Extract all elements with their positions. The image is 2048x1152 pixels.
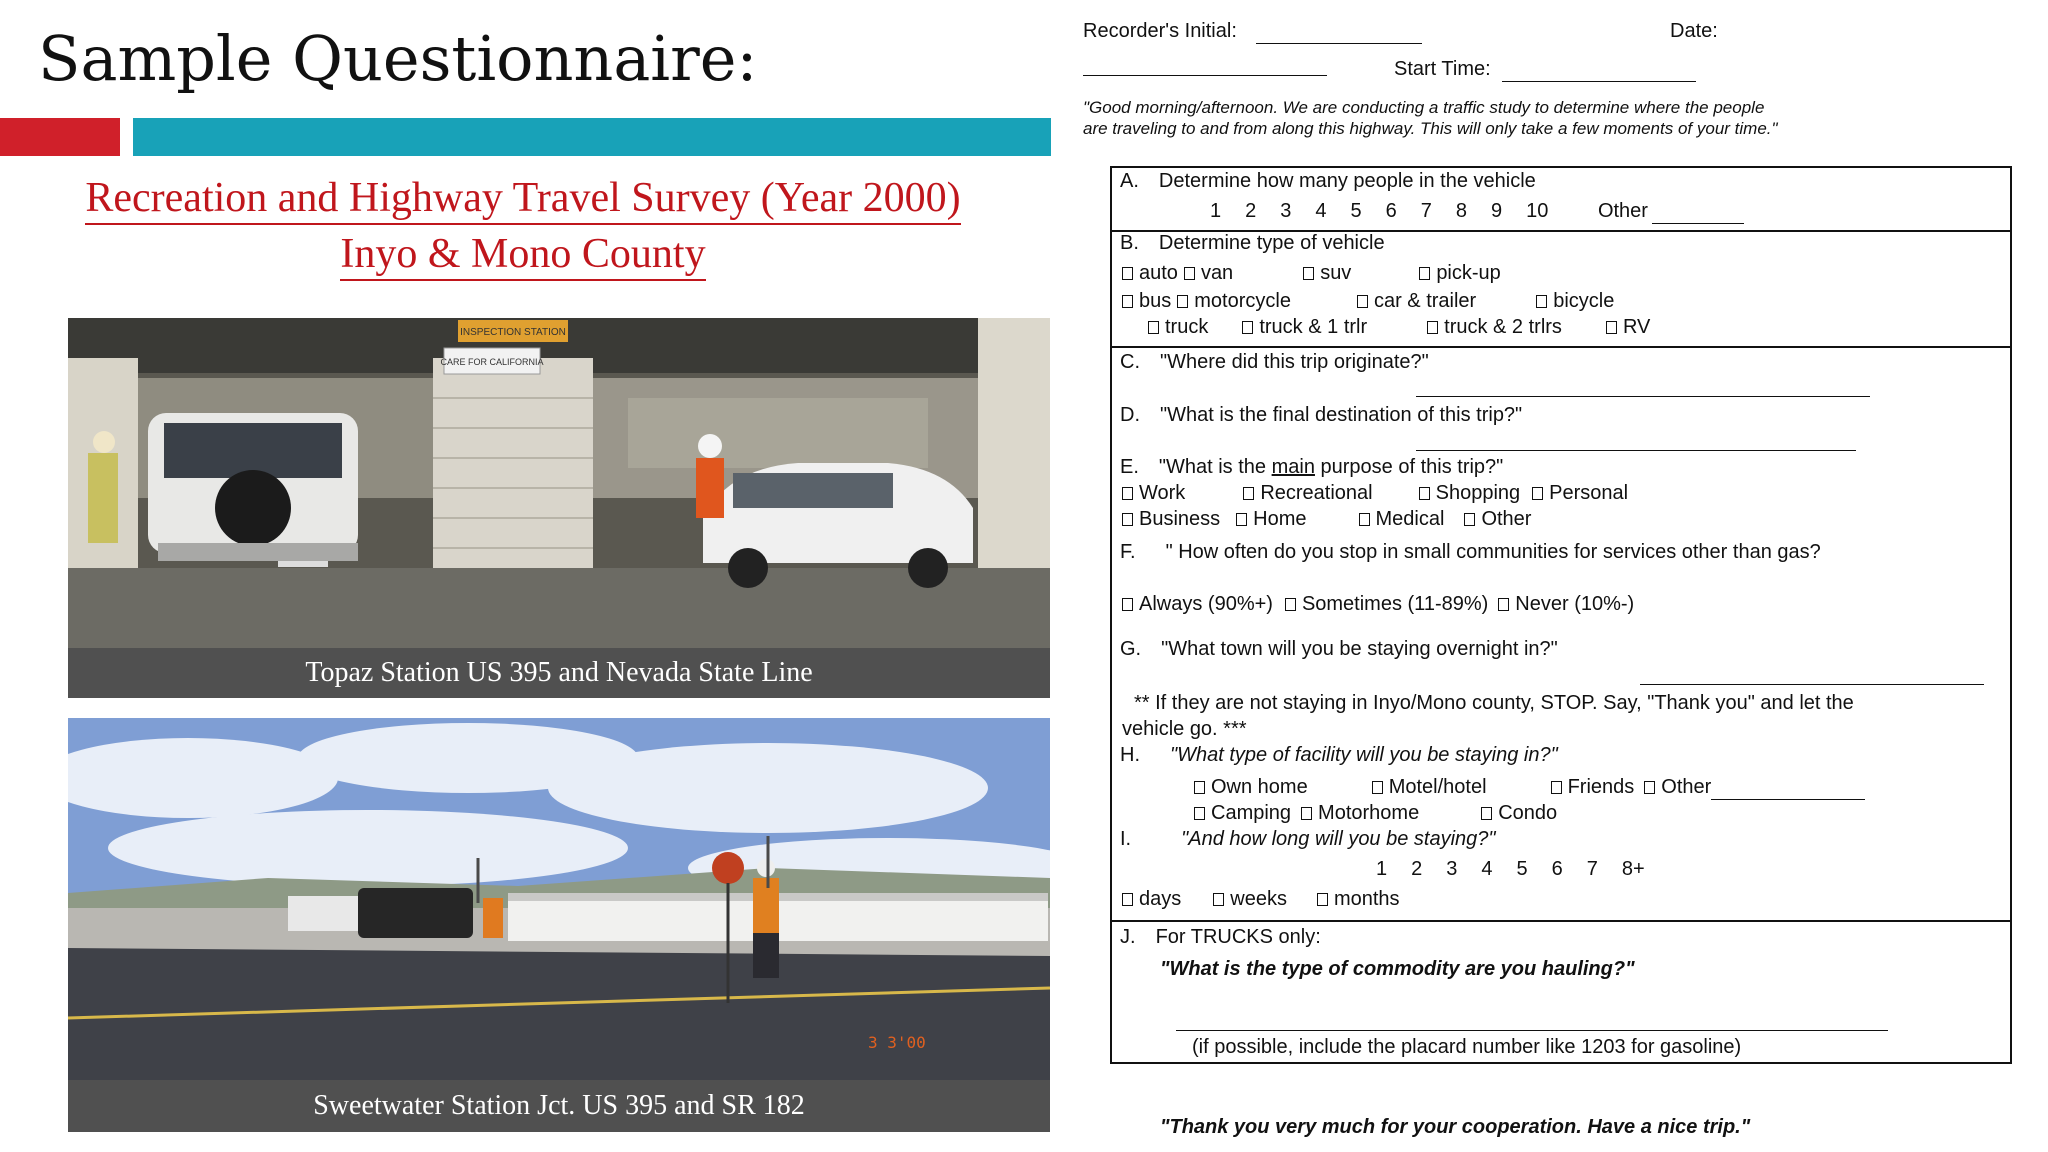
question-b: B. Determine type of vehicle (1120, 232, 1385, 254)
checkbox-own-home[interactable]: Own home (1194, 776, 1308, 798)
question-g-note-line2: vehicle go. *** (1122, 718, 1247, 740)
photo-caption-topaz: Topaz Station US 395 and Nevada State Line (68, 648, 1050, 698)
question-g: G. "What town will you be staying overnight in?" (1120, 638, 1558, 660)
question-j: J. For TRUCKS only: (1120, 926, 1321, 948)
intro-line-2: are traveling to and from along this highway. This will only take a few moments of your time." (1083, 119, 1778, 138)
checkbox-suv[interactable]: suv (1303, 262, 1351, 284)
recorder-initial-blank (1256, 20, 1422, 44)
checkbox-sometimes[interactable]: Sometimes (11-89%) (1285, 593, 1488, 615)
checkbox-business[interactable]: Business (1122, 508, 1220, 530)
checkbox-never[interactable]: Never (10%-) (1498, 593, 1634, 615)
checkbox-motorcycle[interactable]: motorcycle (1177, 290, 1291, 312)
start-time-blank (1502, 58, 1696, 82)
checkbox-personal[interactable]: Personal (1532, 482, 1628, 504)
question-e-row1 (1122, 482, 1628, 505)
checkbox-months[interactable]: months (1317, 888, 1400, 910)
accent-bar-red (0, 118, 120, 156)
checkbox-motorhome[interactable]: Motorhome (1301, 802, 1419, 824)
checkbox-other-purpose[interactable]: Other (1464, 508, 1531, 530)
checkbox-car-trailer[interactable]: car & trailer (1357, 290, 1476, 312)
question-j-question: "What is the type of commodity are you hauling?" (1160, 958, 1635, 980)
checkbox-friends[interactable]: Friends (1551, 776, 1635, 798)
sign-care-for-california: CARE FOR CALIFORNIA (440, 357, 544, 367)
question-i-numbers: 1 2 3 4 5 6 7 8+ (1376, 858, 1645, 880)
question-j-hint: (if possible, include the placard number like 1203 for gasoline) (1192, 1036, 1742, 1058)
checkbox-home[interactable]: Home (1236, 508, 1306, 530)
question-g-answer-line[interactable] (1640, 684, 1984, 685)
question-d: D. "What is the final destination of this trip?" (1120, 404, 1523, 426)
checkbox-camping[interactable]: Camping (1194, 802, 1291, 824)
question-h-row2 (1194, 802, 1557, 825)
survey-title-line1: Recreation and Highway Travel Survey (Year 2000) (0, 174, 1046, 222)
question-c-answer-line[interactable] (1416, 396, 1870, 397)
question-g-note-line1: ** If they are not staying in Inyo/Mono county, STOP. Say, "Thank you" and let the (1134, 692, 1854, 714)
date-blank (1083, 52, 1327, 76)
checkbox-condo[interactable]: Condo (1481, 802, 1557, 824)
checkbox-rv[interactable]: RV (1606, 316, 1650, 338)
question-b-row2 (1122, 290, 1614, 313)
checkbox-shopping[interactable]: Shopping (1419, 482, 1521, 504)
question-f-options (1122, 593, 1634, 616)
date-label: Date: (1670, 20, 1718, 42)
question-e: E. "What is the main purpose of this trip?" (1120, 456, 1504, 478)
checkbox-recreational[interactable]: Recreational (1243, 482, 1372, 504)
question-b-row1 (1122, 262, 1501, 285)
question-i-units (1122, 888, 1400, 911)
checkbox-van[interactable]: van (1184, 262, 1233, 284)
checkbox-truck-1-trlr[interactable]: truck & 1 trlr (1242, 316, 1367, 338)
checkbox-other-facility[interactable]: Other (1644, 776, 1711, 798)
checkbox-auto[interactable]: auto (1122, 262, 1178, 284)
question-e-row2 (1122, 508, 1531, 531)
question-c: C. "Where did this trip originate?" (1120, 351, 1429, 373)
checkbox-motel-hotel[interactable]: Motel/hotel (1372, 776, 1487, 798)
question-d-answer-line[interactable] (1416, 450, 1856, 451)
question-a-other-blank[interactable] (1652, 200, 1744, 224)
recorder-initial-row: Recorder's Initial: (1083, 20, 1422, 44)
intro-line-1: "Good morning/afternoon. We are conducting a traffic study to determine where the people (1083, 98, 1765, 117)
checkbox-days[interactable]: days (1122, 888, 1181, 910)
question-j-answer-line[interactable] (1176, 1030, 1888, 1031)
photo-caption-sweetwater: Sweetwater Station Jct. US 395 and SR 182 (68, 1080, 1050, 1132)
accent-bar-teal (133, 118, 1051, 156)
closing-message: "Thank you very much for your cooperation. Have a nice trip." (1160, 1116, 1751, 1138)
question-b-row3 (1148, 316, 1650, 339)
question-a-options[interactable]: 1 2 3 4 5 6 7 8 9 10 Other (1210, 200, 1744, 224)
question-h-row1 (1194, 776, 1865, 800)
checkbox-weeks[interactable]: weeks (1213, 888, 1287, 910)
question-a: A. Determine how many people in the vehicle (1120, 170, 1536, 192)
question-i: I. "And how long will you be staying?" (1120, 828, 1496, 850)
checkbox-bus[interactable]: bus (1122, 290, 1171, 312)
checkbox-work[interactable]: Work (1122, 482, 1185, 504)
survey-title-line2: Inyo & Mono County (0, 230, 1046, 278)
checkbox-medical[interactable]: Medical (1359, 508, 1445, 530)
sign-inspection: INSPECTION STATION (460, 327, 566, 338)
checkbox-truck-2-trlrs[interactable]: truck & 2 trlrs (1427, 316, 1562, 338)
question-h: H. "What type of facility will you be staying in?" (1120, 744, 1558, 766)
photo-topaz-station (68, 318, 1050, 648)
checkbox-bicycle[interactable]: bicycle (1536, 290, 1614, 312)
question-f: F. " How often do you stop in small communities for services other than gas? (1120, 541, 1821, 563)
checkbox-always[interactable]: Always (90%+) (1122, 593, 1273, 615)
question-h-other-blank[interactable] (1711, 776, 1865, 800)
checkbox-truck[interactable]: truck (1148, 316, 1208, 338)
photo-date-stamp: 3 3'00 (868, 1033, 926, 1052)
checkbox-pick-up[interactable]: pick-up (1419, 262, 1500, 284)
photo-sweetwater-station (68, 718, 1050, 1080)
start-time-row: Start Time: (1394, 58, 1696, 82)
slide-title: Sample Questionnaire: (38, 22, 758, 95)
